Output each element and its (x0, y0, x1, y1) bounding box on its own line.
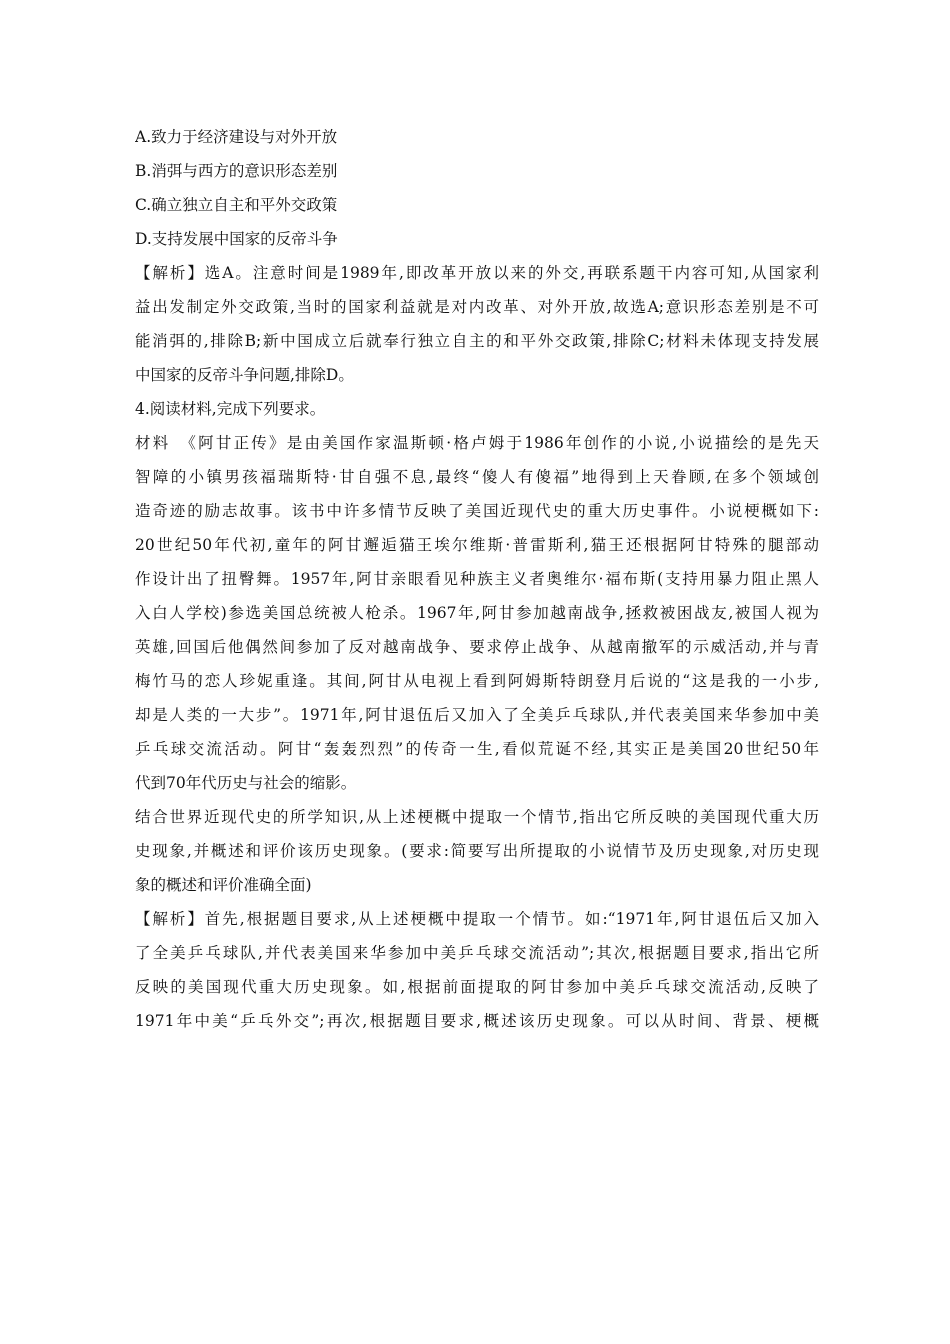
material-line: 智障的小镇男孩福瑞斯特·甘自强不息,最终“傻人有傻福”地得到上天眷顾,在多个领域创 (135, 468, 819, 486)
analysis-line: 反映的美国现代重大历史现象。如,根据前面提取的阿甘参加中美乒乓球交流活动,反映了 (135, 978, 819, 996)
material-line: 代到70年代历史与社会的缩影。 (135, 774, 357, 792)
material-line: 材料 《阿甘正传》是由美国作家温斯顿·格卢姆于1986年创作的小说,小说描绘的是先天 (135, 434, 819, 452)
question-4 (135, 392, 819, 902)
material-line: 作设计出了扭臀舞。1957年,阿甘亲眼看见种族主义者奥维尔·福布斯(支持用暴力阻止黑人 (135, 570, 819, 588)
analysis-line: 能消弭的,排除B;新中国成立后就奉行独立自主的和平外交政策,排除C;材料未体现支持发展 (135, 332, 819, 350)
analysis-line: 1971年中美“乒乓外交”;再次,根据题目要求,概述该历史现象。可以从时间、背景、梗概 (135, 1012, 819, 1030)
analysis-line: 中国家的反帝斗争问题,排除D。 (135, 366, 354, 384)
material-line: 却是人类的一大步”。1971年,阿甘退伍后又加入了全美乒乓球队,并代表美国来华参加中美 (135, 706, 819, 724)
requirement-line: 史现象,并概述和评价该历史现象。(要求:简要写出所提取的小说情节及历史现象,对历史现 (135, 842, 819, 860)
requirement-paragraph (135, 800, 819, 902)
analysis-line: 益出发制定外交政策,当时的国家利益就是对内改革、对外开放,故选A;意识形态差别是不可 (135, 298, 819, 316)
option-d: D.支持发展中国家的反帝斗争 (135, 230, 338, 248)
analysis-paragraph-2 (135, 902, 819, 1038)
material-line: 梅竹马的恋人珍妮重逢。其间,阿甘从电视上看到阿姆斯特朗登月后说的“这是我的一小步, (135, 672, 819, 690)
option-c: C.确立独立自主和平外交政策 (135, 196, 338, 214)
answer-options (135, 120, 819, 256)
analysis-line: 【解析】选A。注意时间是1989年,即改革开放以来的外交,再联系题干内容可知,从国家利 (135, 264, 819, 282)
material-line: 20世纪50年代初,童年的阿甘邂逅猫王埃尔维斯·普雷斯利,猫王还根据阿甘特殊的腿部动 (135, 536, 819, 554)
analysis-paragraph-1 (135, 256, 819, 392)
material-paragraph (135, 426, 819, 800)
material-line: 入白人学校)参选美国总统被人枪杀。1967年,阿甘参加越南战争,拯救被困战友,被国人视为 (135, 604, 819, 622)
analysis-line: 了全美乒乓球队,并代表美国来华参加中美乒乓球交流活动”;其次,根据题目要求,指出它所 (135, 944, 819, 962)
document-page (135, 120, 819, 1038)
material-line: 乒乓球交流活动。阿甘“轰轰烈烈”的传奇一生,看似荒诞不经,其实正是美国20世纪50年 (135, 740, 819, 758)
option-b: B.消弭与西方的意识形态差别 (135, 162, 338, 180)
material-line: 造奇迹的励志故事。该书中许多情节反映了美国近现代史的重大历史事件。小说梗概如下: (135, 502, 819, 520)
option-a: A.致力于经济建设与对外开放 (135, 128, 338, 146)
analysis-line: 【解析】首先,根据题目要求,从上述梗概中提取一个情节。如:“1971年,阿甘退伍后又加入 (135, 910, 819, 928)
requirement-line: 象的概述和评价准确全面) (135, 876, 312, 894)
requirement-line: 结合世界近现代史的所学知识,从上述梗概中提取一个情节,指出它所反映的美国现代重大历 (135, 808, 819, 826)
material-line: 英雄,回国后他偶然间参加了反对越南战争、要求停止战争、从越南撤军的示威活动,并与青 (135, 638, 819, 656)
question-title: 4.阅读材料,完成下列要求。 (135, 400, 326, 418)
